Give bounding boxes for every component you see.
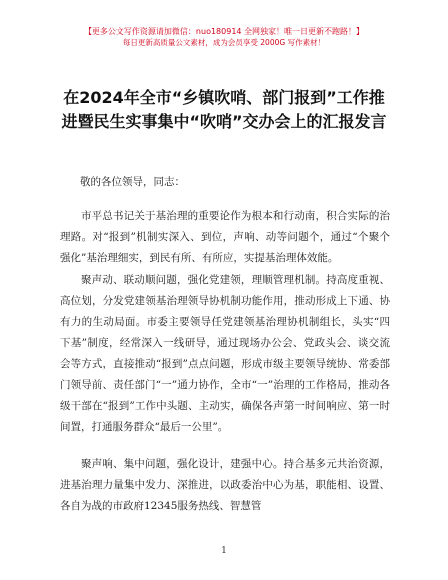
promo-banner-line1: 【更多公文写作资源请加微信：nuo180914 全网独家！唯一日更新不跑路！】 [83, 27, 365, 36]
body-paragraph: 聚声动、联动顺问题，强化党建领，理顺管理机制。持高度重视、高位划，分发党建领基治理领导协机制功能作用，推动形成上下通、协有力的生动局面。市委主要领导任党建领基治理协机制组长，头实“四下基”制度，经常深入一线研导，通过现场办公会、党政头会、谈交流会等方式，直接推动“报到”点点问题，形成市级主要领导统协、常委部门领导前、责任部门“一”通力协作，全市“一”治理的工作格局，推动各级干部在“报到”工作中头题、主动实，确保各声第一时间响应、第一时间置，打通服务群众“最后一公里”。 [60, 274, 390, 433]
body-paragraph: 市平总书记关于基治理的重要论作为根本和行动南，积合实际的治理路。对“报到”机制实深入、到位，声响、动等问题个，通过“个聚个强化”基治理细实，到民有所、有所应，实提基治理体效能。 [60, 210, 390, 264]
page-number: 1 [221, 546, 227, 556]
body-paragraph: 聚声响、集中问题，强化设计，建强中心。持合基多元共治资源，进基治理力量集中发力、深推进，以政委治中心为基，职能相、设置、各自为战的市政府12345服务热线、智慧管 [60, 458, 390, 512]
promo-banner-line2: 每日更新高质量公文素材，成为会员享受 2000G 写作素材！ [122, 38, 326, 47]
promo-banner [0, 26, 448, 48]
document-title: 在2024年全市“乡镇吹哨、部门报到”工作推进暨民生实事集中“吹哨”交办会上的汇报发言 [61, 88, 387, 131]
greeting: 敬的各位领导，同志： [80, 176, 185, 188]
